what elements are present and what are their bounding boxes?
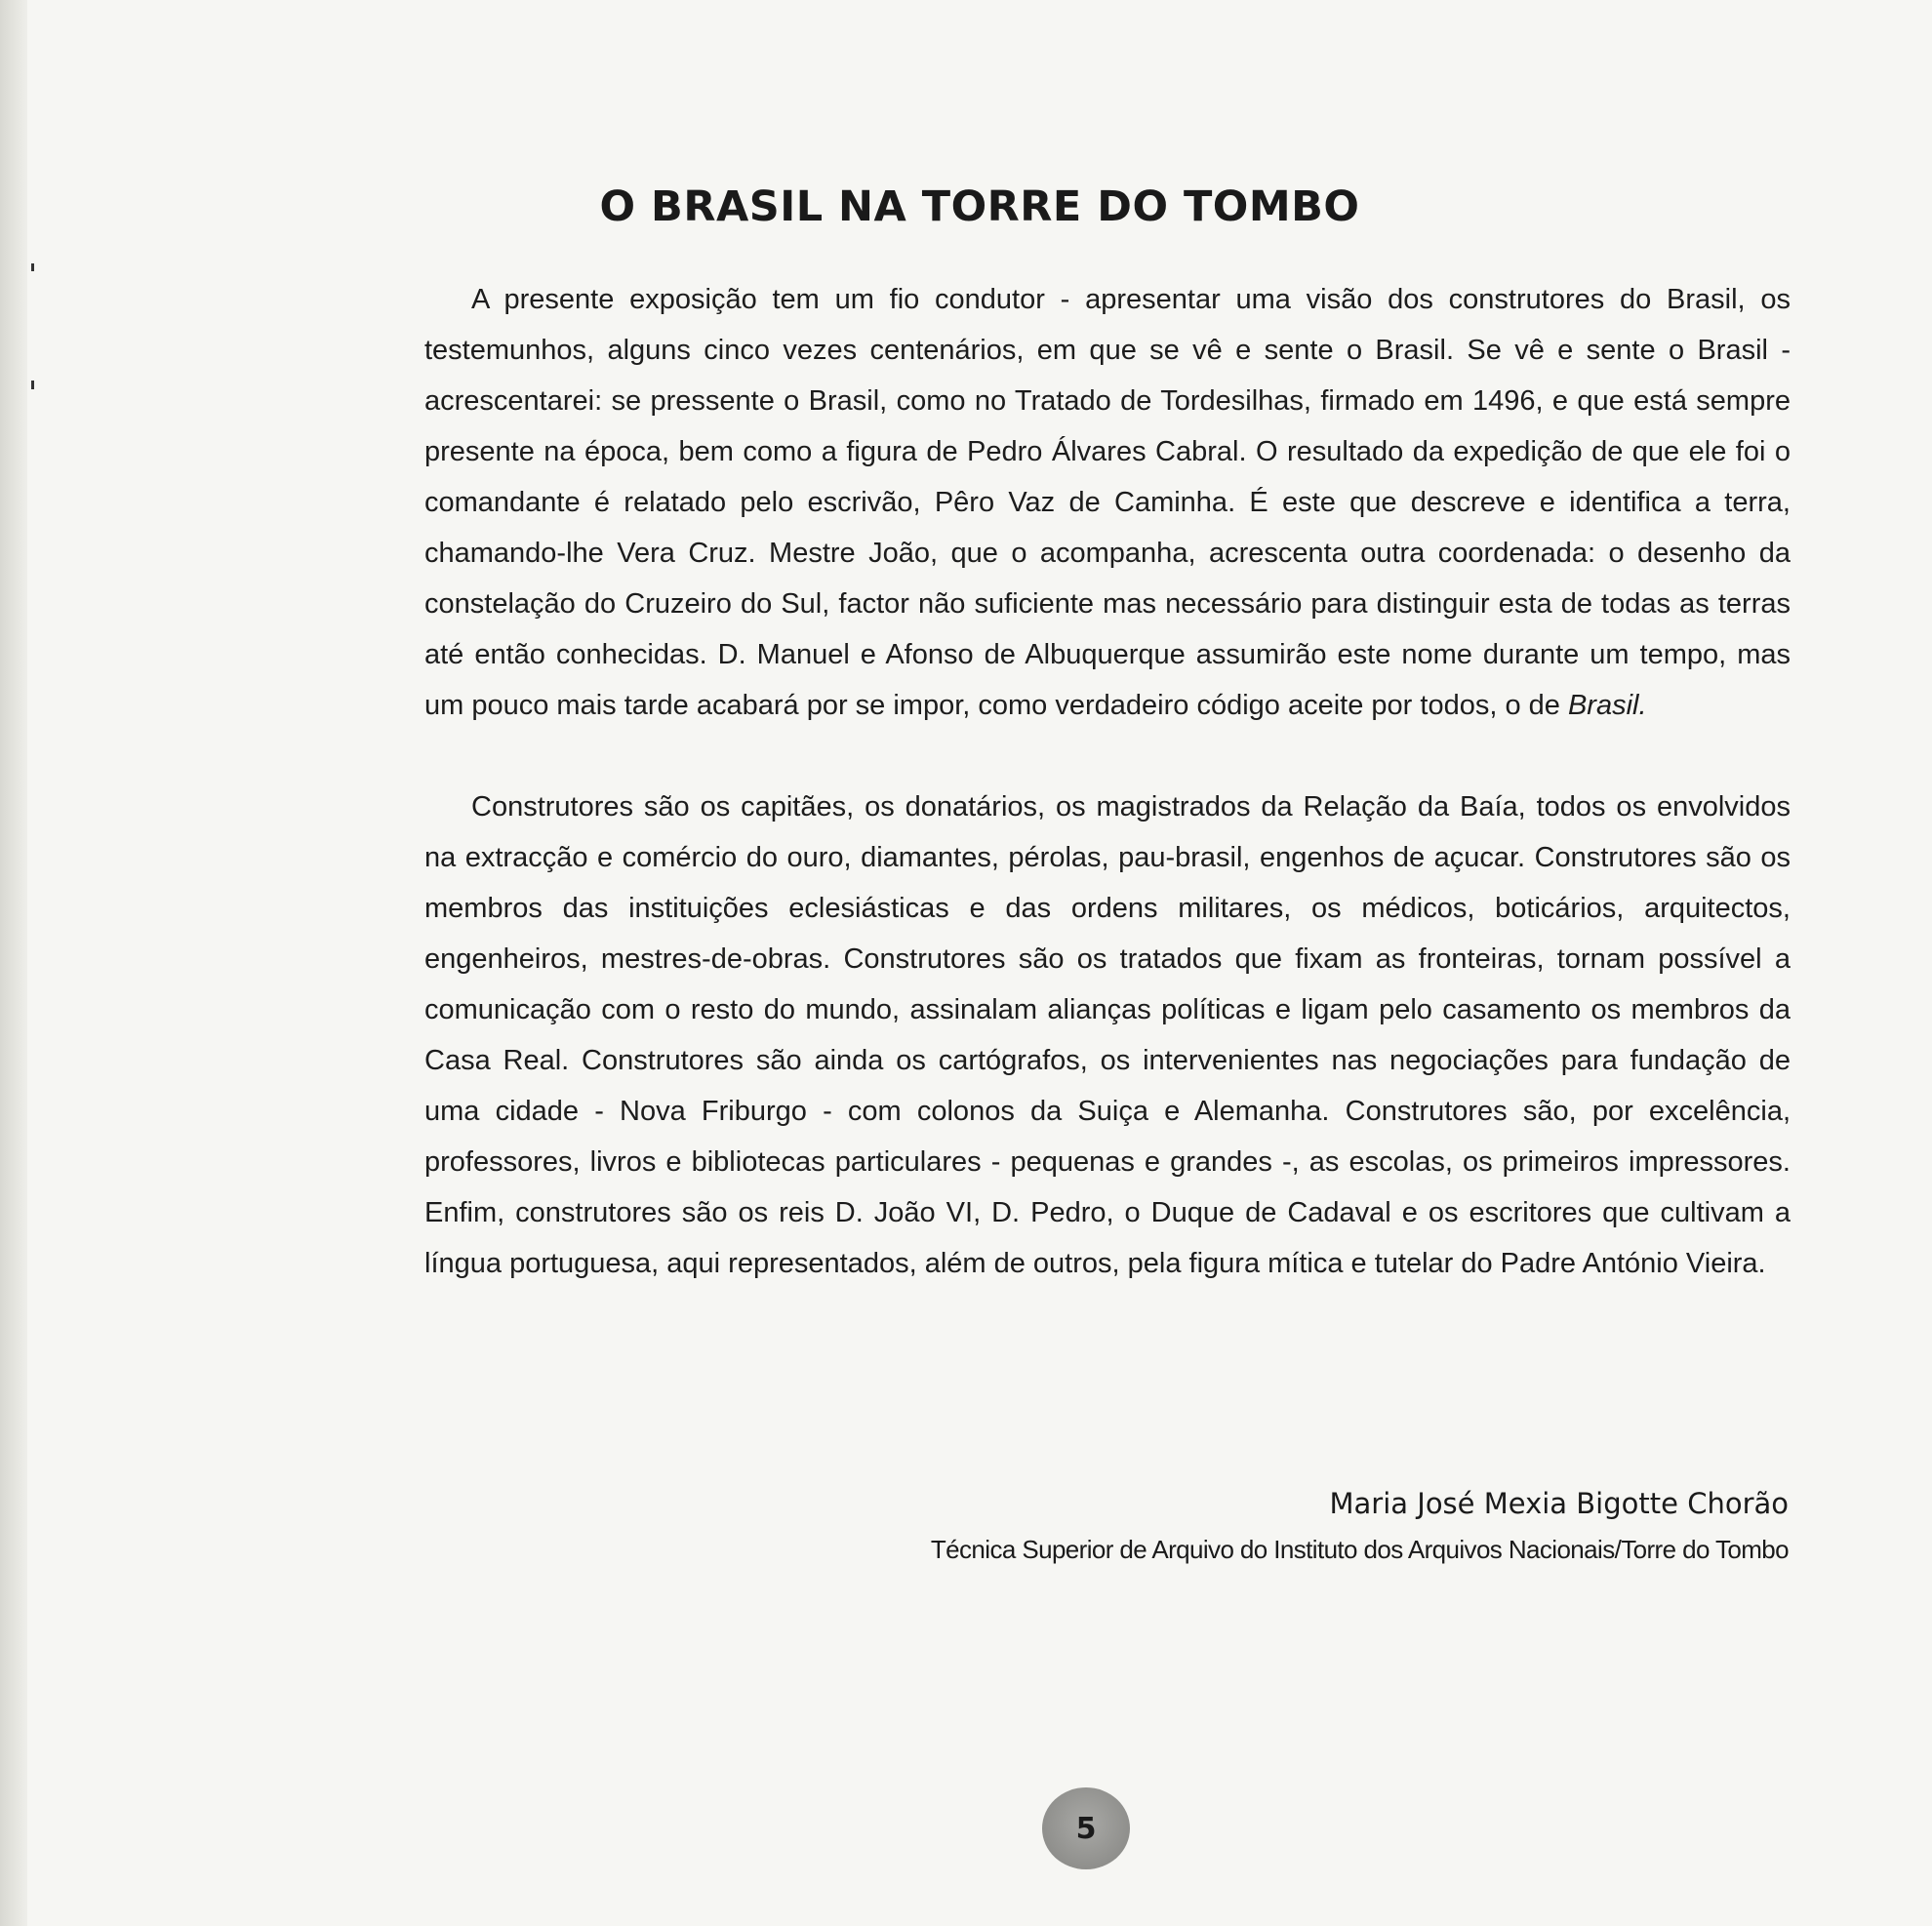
body-text [424, 274, 1791, 1289]
page-title: O BRASIL NA TORRE DO TOMBO [599, 182, 1360, 231]
signature-block [931, 1482, 1789, 1565]
margin-mark [31, 381, 34, 389]
paragraph-2: Construtores são os capitães, os donatários, os magistrados da Relação da Baía, todos os envolvidos na extracção e comércio do ouro, diamantes, pérolas, pau-brasil, engenhos de açucar. Construtores são os membros das instituições eclesiásticas e das ordens militares, os médicos, boticários, arquitectos, engenheiros, mestres-de-obras. Construtores são os tratados que fixam as fronteiras, tornam possível a comunicação com o resto do mundo, assinalam alianças políticas e ligam pelo casamento os membros da Casa Real. Construtores são ainda os cartógrafos, os intervenientes nas negociações para fundação de uma cidade - Nova Friburgo - com colonos da Suiça e Alemanha. Construtores são, por excelência, professores, livros e bibliotecas particulares - pequenas e grandes -, as escolas, os primeiros impressores. Enfim, construtores são os reis D. João VI, D. Pedro, o Duque de Cadaval e os escritores que cultivam a língua portuguesa, aqui representados, além de outros, pela figura mítica e tutelar do Padre António Vieira. [424, 791, 1791, 1279]
paragraph-1-text: A presente exposição tem um fio condutor - apresentar uma visão dos construtores do Brasil, os testemunhos, alguns cinco vezes centenários, em que se vê e sente o Brasil. Se vê e sente o Brasil - acrescentarei: se pressente o Brasil, como no Tratado de Tordesilhas, firmado em 1496, e que está sempre presente na época, bem como a figura de Pedro Álvares Cabral. O resultado da expedição de que ele foi o comandante é relatado pelo escrivão, Pêro Vaz de Caminha. É este que descreve e identifica a terra, chamando-lhe Vera Cruz. Mestre João, que o acompanha, acrescenta outra coordenada: o desenho da constelação do Cruzeiro do Sul, factor não suficiente mas necessário para distinguir esta de todas as terras até então conhecidas. D. Manuel e Afonso de Albuquerque assumirão este nome durante um tempo, mas um pouco mais tarde acabará por se impor, como verdadeiro código aceite por todos, o de [424, 284, 1791, 721]
paragraph-1-emphasis: Brasil. [1567, 690, 1647, 721]
paragraph-1 [424, 274, 1791, 731]
page-number: 5 [1042, 1787, 1130, 1869]
binding-gutter [0, 0, 27, 1926]
author-role: Técnica Superior de Arquivo do Instituto dos Arquivos Nacionais/Torre do Tombo [930, 1535, 1789, 1564]
margin-mark [31, 263, 34, 271]
document-page [27, 0, 1932, 1926]
author-name: Maria José Mexia Bigotte Chorão [1329, 1487, 1789, 1520]
